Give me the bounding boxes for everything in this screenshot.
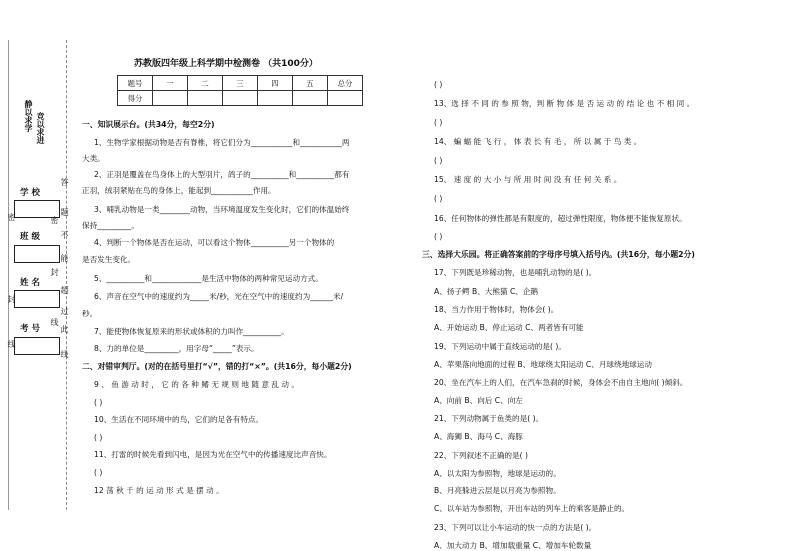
question-line: 大类。 xyxy=(82,154,105,163)
question-line: ( ) xyxy=(434,156,443,165)
score-header-cell: 五 xyxy=(293,76,328,91)
question-line: 9 、 鱼 游 动 时 ， 它 的 各 种 鳍 无 规 则 地 随 意 乱 动 。 xyxy=(94,380,299,389)
seal-left-3: 线 xyxy=(7,340,16,348)
motto-left: 静以求学 xyxy=(24,100,33,132)
motto-right: 竞以求进 xyxy=(36,112,45,144)
question-line: 秒。 xyxy=(82,309,98,318)
seal-left-1: 密 xyxy=(7,213,16,221)
question-line: ( ) xyxy=(434,118,443,127)
question-line: 21、下列动物属于鱼类的是( )。 xyxy=(434,414,544,423)
score-row-label: 得分 xyxy=(118,91,153,106)
seal-right-5: 超 xyxy=(60,286,69,294)
seal-right-inner-3: 线 xyxy=(50,318,59,326)
question-line: 4、判断一个物体是否在运动，可以看这个物体__________另一个物体的 xyxy=(94,238,335,247)
seal-right-4: 能 xyxy=(60,254,69,262)
question-line: C、以车站为参照物，开出车站的列车上的乘客是静止的。 xyxy=(434,504,630,513)
exam-number-box[interactable] xyxy=(14,337,60,355)
margin-line-right xyxy=(66,40,67,510)
section-heading: 三、选择大乐园。将正确答案前的字母序号填入括号内。(共16分，每小题2分) xyxy=(422,250,695,259)
score-header-cell: 一 xyxy=(153,76,188,91)
question-line: 19、下列运动中属于直线运动的是( )。 xyxy=(434,342,566,351)
seal-right-8: 线 xyxy=(60,350,69,358)
question-line: A、加大动力 B、增加载重量 C、增加车轮数量 xyxy=(434,541,592,550)
score-cell[interactable] xyxy=(293,91,328,106)
score-header-cell: 二 xyxy=(188,76,223,91)
question-line: 保持_________。 xyxy=(82,221,139,230)
seal-right-3: 不 xyxy=(60,231,69,239)
seal-right-6: 过 xyxy=(60,307,69,315)
question-line: ( ) xyxy=(94,468,103,477)
question-line: 13、选 择 不 同 的 参 照 物，判 断 物 体 是 否 运 动 的 结 论 也 不 相 同 。 xyxy=(434,99,695,108)
exam-number-label: 考 号 xyxy=(20,324,40,334)
name-label: 姓 名 xyxy=(20,278,40,288)
section-heading: 二、对错审判厅。(对的在括号里打“√”，错的打“×”。(共16分，每小题2分) xyxy=(82,362,352,371)
question-line: 15、 速 度 的 大 小 与 所 用 时 间 没 有 任 何 关 系 。 xyxy=(434,175,622,184)
question-line: 正羽，绒羽紧贴在鸟的身体上，能起到___________作用。 xyxy=(82,186,276,195)
question-line: ( ) xyxy=(94,398,103,407)
page-title: 苏教版四年级上科学期中检测卷 （共100分） xyxy=(134,59,318,69)
question-line: 23、下列可以让小车运动的快一点的方法是( )。 xyxy=(434,523,597,532)
score-header-cell: 题号 xyxy=(118,76,153,91)
question-line: 12 荡 秋 千 的 运 动 形 式 是 摆 动 。 xyxy=(94,486,224,495)
question-line: 17、下列既是珍稀动物，也是哺乳动物的是( )。 xyxy=(434,268,597,277)
question-line: 是否发生变化。 xyxy=(82,255,136,264)
question-line: ( ) xyxy=(434,194,443,203)
name-box[interactable] xyxy=(14,290,60,308)
class-box[interactable] xyxy=(14,245,60,263)
question-line: A、海狮 B、海马 C、海豚 xyxy=(434,432,523,441)
question-line: 1、生物学家根据动物是否有脊椎，将它们分为___________和___________两 xyxy=(94,138,350,147)
question-line: 6、声音在空气中的速度约为_____米/秒，光在空气中的速度约为______米/ xyxy=(94,292,344,301)
question-line: 22、下列叙述不正确的是( ) xyxy=(434,451,528,460)
question-line: 16、任何物体的弹性都是有限度的，超过弹性限度，物体便不能恢复原状。 xyxy=(434,214,687,223)
question-line: 10、生活在不同环境中的鸟，它们的足各有特点。 xyxy=(94,415,264,424)
section-heading: 一、知识展示台。(共34分，每空2分) xyxy=(82,120,215,129)
seal-right-2: 题 xyxy=(60,208,69,216)
school-label: 学 校 xyxy=(20,188,40,198)
score-table-score-row xyxy=(118,91,363,106)
question-line: A、以太阳为参照物，地球是运动的。 xyxy=(434,469,561,478)
question-line: A、苹果落向地面的过程 B、地球绕太阳运动 C、月球绕地球运动 xyxy=(434,360,652,369)
seal-right-inner-1: 密 xyxy=(50,216,59,224)
score-table xyxy=(117,75,363,106)
question-line: ( ) xyxy=(434,232,443,241)
question-line: 7、能使物体恢复原来的形状或体积的力叫作__________。 xyxy=(94,327,289,336)
question-line: 11、打雷的时候先看到闪电，是因为光在空气中的传播速度比声音快。 xyxy=(94,450,332,459)
question-line: 5、__________和_____________是生活中物体的两种常见运动方式。 xyxy=(94,274,323,283)
score-cell[interactable] xyxy=(153,91,188,106)
class-label: 班 级 xyxy=(20,232,40,242)
question-line: 8、力的单位是_________，用字母“_____”表示。 xyxy=(94,344,259,353)
seal-left-2: 封 xyxy=(7,295,16,303)
question-line: ( ) xyxy=(94,433,103,442)
question-line: 20、坐在汽车上的人们，在汽车急刹的时候，身体会不由自主地向( )倾斜。 xyxy=(434,378,688,387)
score-cell[interactable] xyxy=(258,91,293,106)
question-line: A、扬子鳄 B、大熊猫 C、企鹅 xyxy=(434,287,539,296)
question-line: 2、正羽是覆盖在鸟身体上的大型羽片，鸽子的__________和__________都有 xyxy=(94,170,350,179)
seal-right-7: 此 xyxy=(60,325,69,333)
question-line: B、月亮躲进云层是以月亮为参照物。 xyxy=(434,486,561,495)
margin-line-left xyxy=(8,40,9,510)
score-header-cell: 三 xyxy=(223,76,258,91)
seal-right-1: 答 xyxy=(60,178,69,186)
score-cell[interactable] xyxy=(188,91,223,106)
score-table-header-row xyxy=(118,76,363,91)
score-cell[interactable] xyxy=(223,91,258,106)
binding-margin xyxy=(0,0,70,550)
question-line: 3、哺乳动物是一类________动物，当环境温度发生变化时，它们的体温始终 xyxy=(94,205,350,214)
score-cell[interactable] xyxy=(328,91,363,106)
score-header-cell: 四 xyxy=(258,76,293,91)
question-line: 14、 蝙 蝠 能 飞 行 ， 体 表 长 有 毛 ， 所 以 属 于 鸟 类 。 xyxy=(434,137,642,146)
score-header-cell: 总分 xyxy=(328,76,363,91)
question-line: A、向前 B、向后 C、向左 xyxy=(434,396,523,405)
question-line: ( ) xyxy=(434,80,443,89)
seal-right-inner-2: 封 xyxy=(50,268,59,276)
question-line: 18、当力作用于物体时，物体会( )。 xyxy=(434,305,559,314)
question-line: A、开始运动 B、停止运动 C、两者皆有可能 xyxy=(434,323,584,332)
